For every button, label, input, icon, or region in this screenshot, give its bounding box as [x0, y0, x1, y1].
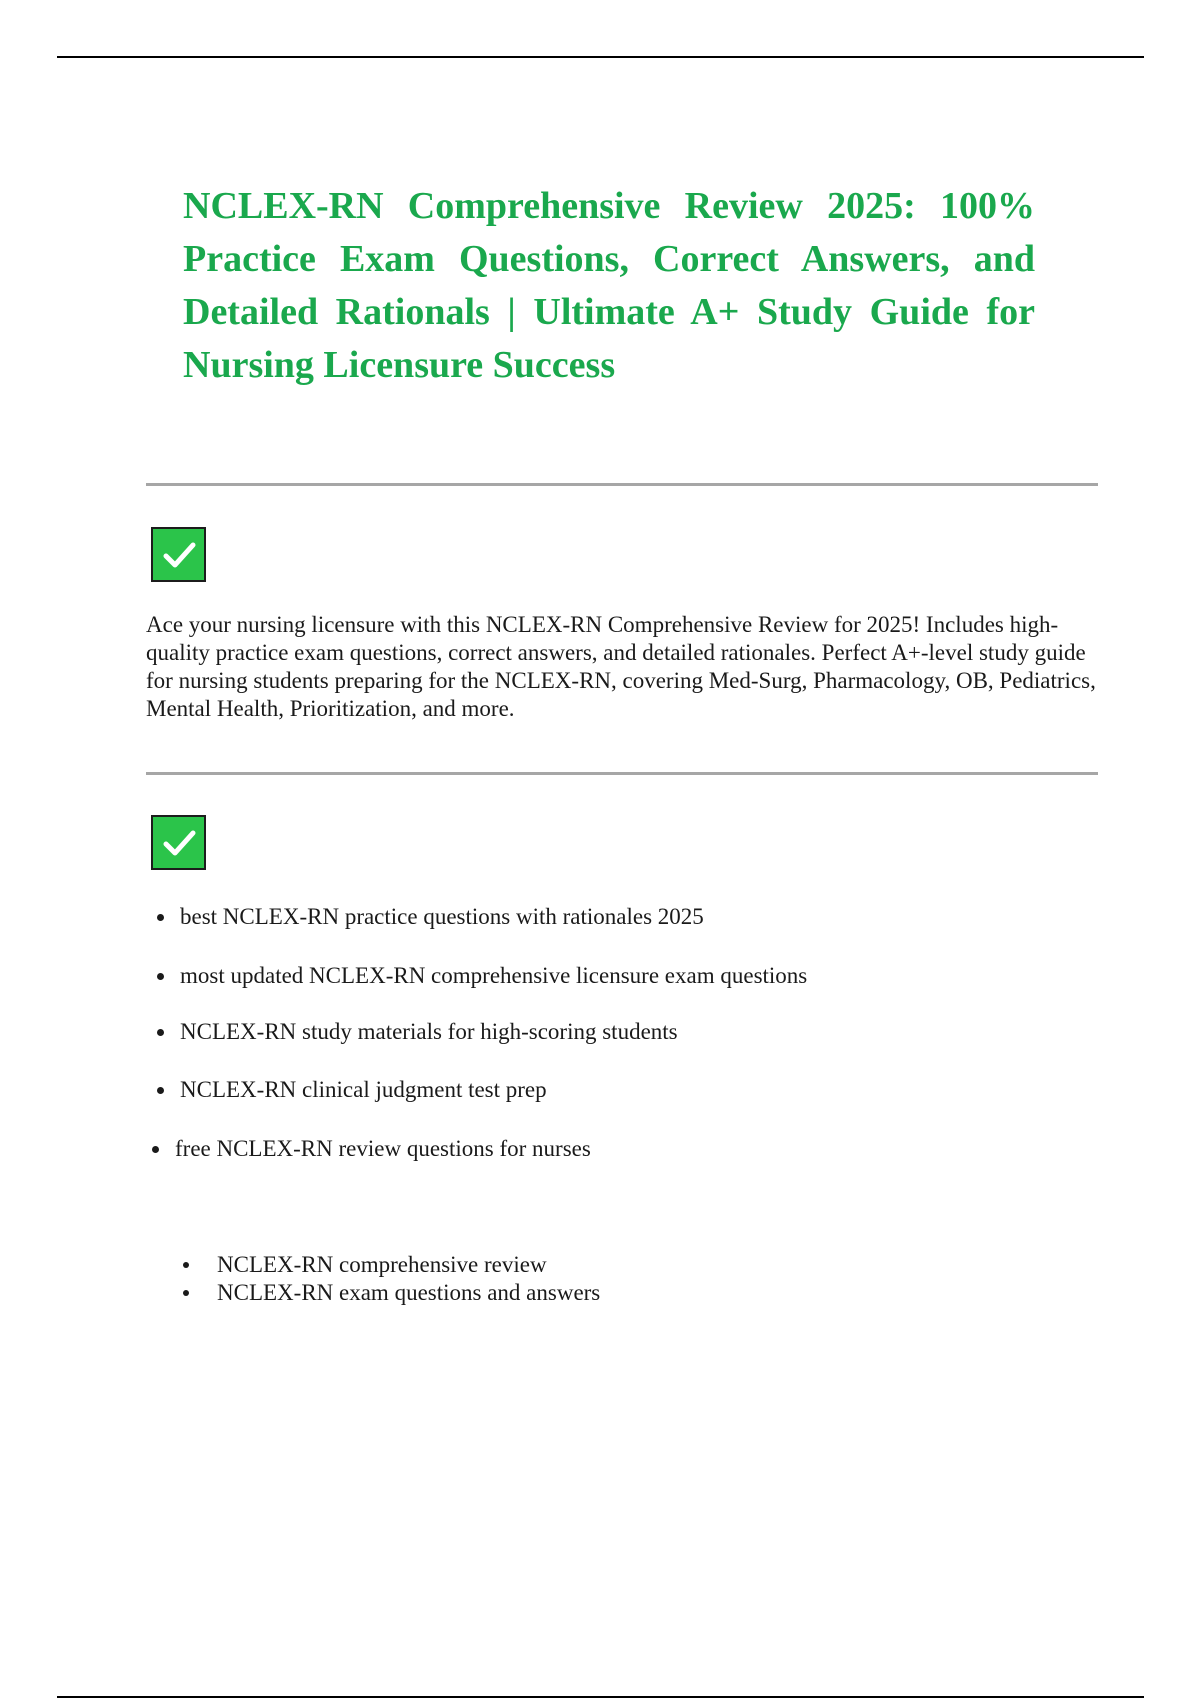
bullet-icon: [157, 1087, 164, 1094]
list-item: [157, 1076, 547, 1104]
list-item: [183, 1279, 600, 1307]
bullet-icon: [157, 1029, 164, 1036]
list-item: [157, 1018, 678, 1046]
section-divider: [146, 483, 1098, 486]
list-item: [183, 1251, 547, 1279]
list-item-text: NCLEX-RN comprehensive review: [217, 1252, 547, 1277]
document-title: NCLEX-RN Comprehensive Review 2025: 100% Practice Exam Questions, Correct Answers, and Detailed Rationals | Ultimate A+ Study Guide for Nursing Licensure Success: [183, 185, 1035, 386]
list-item-text: best NCLEX-RN practice questions with rationales 2025: [180, 904, 704, 929]
list-item: [157, 962, 807, 990]
bullet-icon: [183, 1290, 189, 1296]
list-item-text: NCLEX-RN exam questions and answers: [217, 1280, 601, 1305]
page-top-rule: [57, 56, 1144, 58]
list-item-text: free NCLEX-RN review questions for nurses: [175, 1136, 591, 1161]
list-item-text: NCLEX-RN clinical judgment test prep: [180, 1077, 547, 1102]
list-item: [152, 1135, 591, 1163]
section-divider: [146, 772, 1098, 775]
list-item-text: most updated NCLEX-RN comprehensive licensure exam questions: [180, 963, 808, 988]
bullet-icon: [152, 1146, 159, 1153]
bullet-icon: [157, 973, 164, 980]
check-mark-icon: [151, 815, 206, 870]
check-mark-icon: [151, 527, 206, 582]
bullet-icon: [183, 1262, 189, 1268]
bullet-icon: [157, 914, 164, 921]
list-item: [157, 903, 704, 931]
document-description: Ace your nursing licensure with this NCLEX-RN Comprehensive Review for 2025! Includes high-quality practice exam questions, correct answers, and detailed rationales. Perfect A+-level study guide for nursing students preparing for the NCLEX-RN, covering Med-Surg, Pharmacology, OB, Pediatrics, Mental Health, Prioritization, and more.: [146, 612, 1096, 721]
list-item-text: NCLEX-RN study materials for high-scoring students: [180, 1019, 678, 1044]
page-bottom-rule: [57, 1696, 1144, 1698]
